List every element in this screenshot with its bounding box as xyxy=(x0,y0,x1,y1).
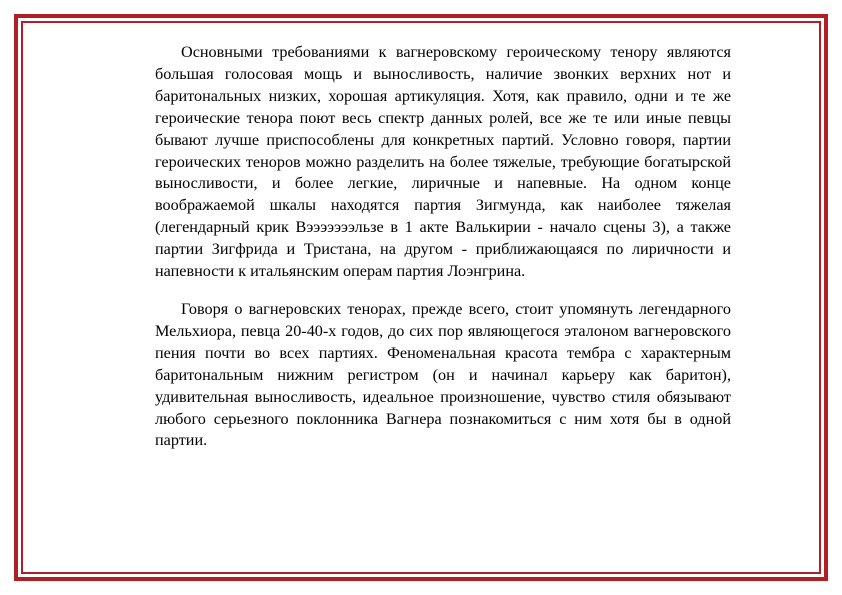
paragraph-heroic-tenor-requirements: Основными требованиями к вагнеровскому героическому тенору являются большая голосовая мощь и выносливость, наличие звонких верхних нот и баритональных низких, хорошая артикуляция. Хотя, как правило, одни и те же героические тенора поют весь спектр данных ролей, все же те или иные певцы бывают лучше приспособлены для конкретных партий. Условно говоря, партии героических теноров можно разделить на более тяжелые, требующие богатырской выносливости, и более легкие, лиричные и напевные. На одном конце воображаемой шкалы находятся партия Зигмунда, как наиболее тяжелая (легендарный крик Вэээээээльзе в 1 акте Валькирии - начало сцены 3), а также партии Зигфрида и Тристана, на другом - приближающаяся по лиричности и напевности к итальянским операм партия Лоэнгрина. xyxy=(155,43,731,281)
paragraph-melchior: Говоря о вагнеровских тенорах, прежде всего, стоит упомянуть легендарного Мельхиора, певца 20-40-х годов, до сих пор являющегося эталоном вагнеровского пения почти во всех партиях. Феноменальная красота тембра с характерным баритональным нижним регистром (он и начинал карьеру как баритон), удивительная выносливость, идеальное произношение, чувство стиля обязывают любого серьезного поклонника Вагнера познакомиться с ним хотя бы в одной партии. xyxy=(155,299,731,450)
document-body xyxy=(155,42,731,468)
